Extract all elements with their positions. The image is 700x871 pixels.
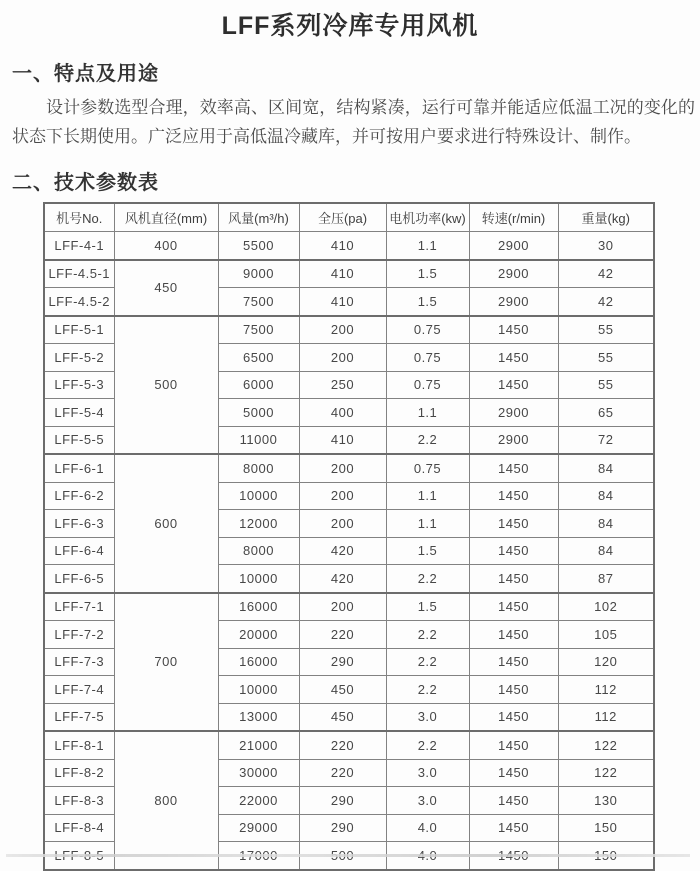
value-cell: 410	[299, 426, 386, 454]
header-model: 机号No.	[44, 203, 114, 232]
model-cell: LFF-5-4	[44, 399, 114, 427]
value-cell: 2.2	[386, 621, 469, 649]
value-cell: 1450	[469, 759, 558, 787]
value-cell: 3.0	[386, 703, 469, 731]
value-cell: 1.5	[386, 593, 469, 621]
value-cell: 200	[299, 344, 386, 372]
value-cell: 1.1	[386, 232, 469, 260]
value-cell: 30	[558, 232, 654, 260]
value-cell: 220	[299, 759, 386, 787]
table-row	[44, 232, 654, 260]
value-cell: 200	[299, 482, 386, 510]
value-cell: 112	[558, 703, 654, 731]
diameter-cell: 400	[114, 232, 218, 260]
value-cell: 4.0	[386, 814, 469, 842]
value-cell: 200	[299, 454, 386, 482]
value-cell: 0.75	[386, 316, 469, 344]
value-cell: 5500	[218, 232, 299, 260]
table-row	[44, 260, 654, 288]
value-cell: 84	[558, 482, 654, 510]
value-cell: 290	[299, 787, 386, 815]
value-cell: 1450	[469, 316, 558, 344]
intro-paragraph: 设计参数选型合理，效率高、区间宽，结构紧凑，运行可靠并能适应低温工况的变化的状态下长期使用。广泛应用于高低温冷藏库，并可按用户要求进行特殊设计、制作。	[12, 98, 695, 146]
header-weight: 重量(kg)	[558, 203, 654, 232]
value-cell: 84	[558, 454, 654, 482]
model-cell: LFF-6-1	[44, 454, 114, 482]
value-cell: 1450	[469, 731, 558, 759]
value-cell: 1450	[469, 565, 558, 593]
value-cell: 102	[558, 593, 654, 621]
table-row	[44, 316, 654, 344]
value-cell: 1450	[469, 537, 558, 565]
model-cell: LFF-4.5-1	[44, 260, 114, 288]
value-cell: 200	[299, 593, 386, 621]
value-cell: 6500	[218, 344, 299, 372]
value-cell: 2900	[469, 399, 558, 427]
model-cell: LFF-6-3	[44, 510, 114, 538]
value-cell: 1450	[469, 621, 558, 649]
value-cell: 105	[558, 621, 654, 649]
model-cell: LFF-8-3	[44, 787, 114, 815]
value-cell: 150	[558, 814, 654, 842]
model-cell: LFF-4-1	[44, 232, 114, 260]
value-cell: 120	[558, 648, 654, 676]
value-cell: 0.75	[386, 454, 469, 482]
value-cell: 13000	[218, 703, 299, 731]
diameter-cell: 700	[114, 593, 218, 732]
value-cell: 20000	[218, 621, 299, 649]
value-cell: 7500	[218, 316, 299, 344]
value-cell: 1450	[469, 344, 558, 372]
header-airflow: 风量(m³/h)	[218, 203, 299, 232]
value-cell: 450	[299, 676, 386, 704]
value-cell: 1450	[469, 593, 558, 621]
value-cell: 2.2	[386, 426, 469, 454]
model-cell: LFF-7-4	[44, 676, 114, 704]
value-cell: 55	[558, 344, 654, 372]
document-page	[0, 6, 700, 860]
value-cell: 2900	[469, 260, 558, 288]
value-cell: 16000	[218, 593, 299, 621]
value-cell: 2.2	[386, 648, 469, 676]
value-cell: 55	[558, 371, 654, 399]
value-cell: 10000	[218, 676, 299, 704]
value-cell: 42	[558, 288, 654, 316]
header-motor-power: 电机功率(kw)	[386, 203, 469, 232]
value-cell: 410	[299, 260, 386, 288]
model-cell: LFF-5-2	[44, 344, 114, 372]
value-cell: 42	[558, 260, 654, 288]
value-cell: 55	[558, 316, 654, 344]
header-pressure: 全压(pa)	[299, 203, 386, 232]
value-cell: 30000	[218, 759, 299, 787]
model-cell: LFF-8-2	[44, 759, 114, 787]
value-cell: 87	[558, 565, 654, 593]
value-cell: 290	[299, 648, 386, 676]
value-cell: 8000	[218, 537, 299, 565]
model-cell: LFF-7-2	[44, 621, 114, 649]
value-cell: 1450	[469, 814, 558, 842]
value-cell: 2900	[469, 288, 558, 316]
value-cell: 9000	[218, 260, 299, 288]
table-row	[44, 731, 654, 759]
model-cell: LFF-6-2	[44, 482, 114, 510]
value-cell: 1450	[469, 787, 558, 815]
model-cell: LFF-7-3	[44, 648, 114, 676]
value-cell: 1.5	[386, 537, 469, 565]
page-title: LFF系列冷库专用风机	[221, 12, 479, 40]
value-cell: 16000	[218, 648, 299, 676]
value-cell: 3.0	[386, 759, 469, 787]
value-cell: 2.2	[386, 731, 469, 759]
value-cell: 1450	[469, 482, 558, 510]
value-cell: 200	[299, 316, 386, 344]
value-cell: 10000	[218, 482, 299, 510]
value-cell: 122	[558, 759, 654, 787]
value-cell: 400	[299, 399, 386, 427]
table-row	[44, 454, 654, 482]
value-cell: 0.75	[386, 344, 469, 372]
spec-table-body	[44, 232, 654, 870]
value-cell: 11000	[218, 426, 299, 454]
value-cell: 1450	[469, 648, 558, 676]
value-cell: 220	[299, 621, 386, 649]
value-cell: 29000	[218, 814, 299, 842]
value-cell: 1450	[469, 510, 558, 538]
table-row	[44, 593, 654, 621]
value-cell: 6000	[218, 371, 299, 399]
model-cell: LFF-4.5-2	[44, 288, 114, 316]
value-cell: 250	[299, 371, 386, 399]
header-diameter: 风机直径(mm)	[114, 203, 218, 232]
model-cell: LFF-6-5	[44, 565, 114, 593]
value-cell: 2.2	[386, 565, 469, 593]
model-cell: LFF-7-1	[44, 593, 114, 621]
value-cell: 220	[299, 731, 386, 759]
section-heading-specs: 二、技术参数表	[12, 172, 159, 194]
value-cell: 84	[558, 510, 654, 538]
value-cell: 1450	[469, 676, 558, 704]
value-cell: 3.0	[386, 787, 469, 815]
value-cell: 410	[299, 288, 386, 316]
value-cell: 1450	[469, 371, 558, 399]
diameter-cell: 600	[114, 454, 218, 593]
value-cell: 12000	[218, 510, 299, 538]
value-cell: 290	[299, 814, 386, 842]
model-cell: LFF-7-5	[44, 703, 114, 731]
header-speed: 转速(r/min)	[469, 203, 558, 232]
value-cell: 1.5	[386, 260, 469, 288]
value-cell: 10000	[218, 565, 299, 593]
value-cell: 112	[558, 676, 654, 704]
model-cell: LFF-8-4	[44, 814, 114, 842]
value-cell: 200	[299, 510, 386, 538]
model-cell: LFF-5-5	[44, 426, 114, 454]
value-cell: 420	[299, 565, 386, 593]
value-cell: 2.2	[386, 676, 469, 704]
table-header-row	[44, 203, 654, 232]
model-cell: LFF-6-4	[44, 537, 114, 565]
diameter-cell: 500	[114, 316, 218, 455]
value-cell: 8000	[218, 454, 299, 482]
value-cell: 7500	[218, 288, 299, 316]
value-cell: 5000	[218, 399, 299, 427]
diameter-cell: 800	[114, 731, 218, 870]
value-cell: 130	[558, 787, 654, 815]
page-bottom-edge	[6, 854, 690, 857]
value-cell: 72	[558, 426, 654, 454]
value-cell: 420	[299, 537, 386, 565]
value-cell: 84	[558, 537, 654, 565]
value-cell: 2900	[469, 426, 558, 454]
value-cell: 450	[299, 703, 386, 731]
value-cell: 1.1	[386, 399, 469, 427]
value-cell: 2900	[469, 232, 558, 260]
diameter-cell: 450	[114, 260, 218, 316]
model-cell: LFF-5-1	[44, 316, 114, 344]
value-cell: 21000	[218, 731, 299, 759]
spec-table	[43, 202, 655, 871]
section-heading-features: 一、特点及用途	[12, 63, 159, 85]
value-cell: 1450	[469, 454, 558, 482]
model-cell: LFF-8-1	[44, 731, 114, 759]
value-cell: 0.75	[386, 371, 469, 399]
value-cell: 122	[558, 731, 654, 759]
value-cell: 410	[299, 232, 386, 260]
value-cell: 1.1	[386, 510, 469, 538]
value-cell: 1.1	[386, 482, 469, 510]
model-cell: LFF-5-3	[44, 371, 114, 399]
value-cell: 22000	[218, 787, 299, 815]
value-cell: 1450	[469, 703, 558, 731]
value-cell: 65	[558, 399, 654, 427]
value-cell: 1.5	[386, 288, 469, 316]
